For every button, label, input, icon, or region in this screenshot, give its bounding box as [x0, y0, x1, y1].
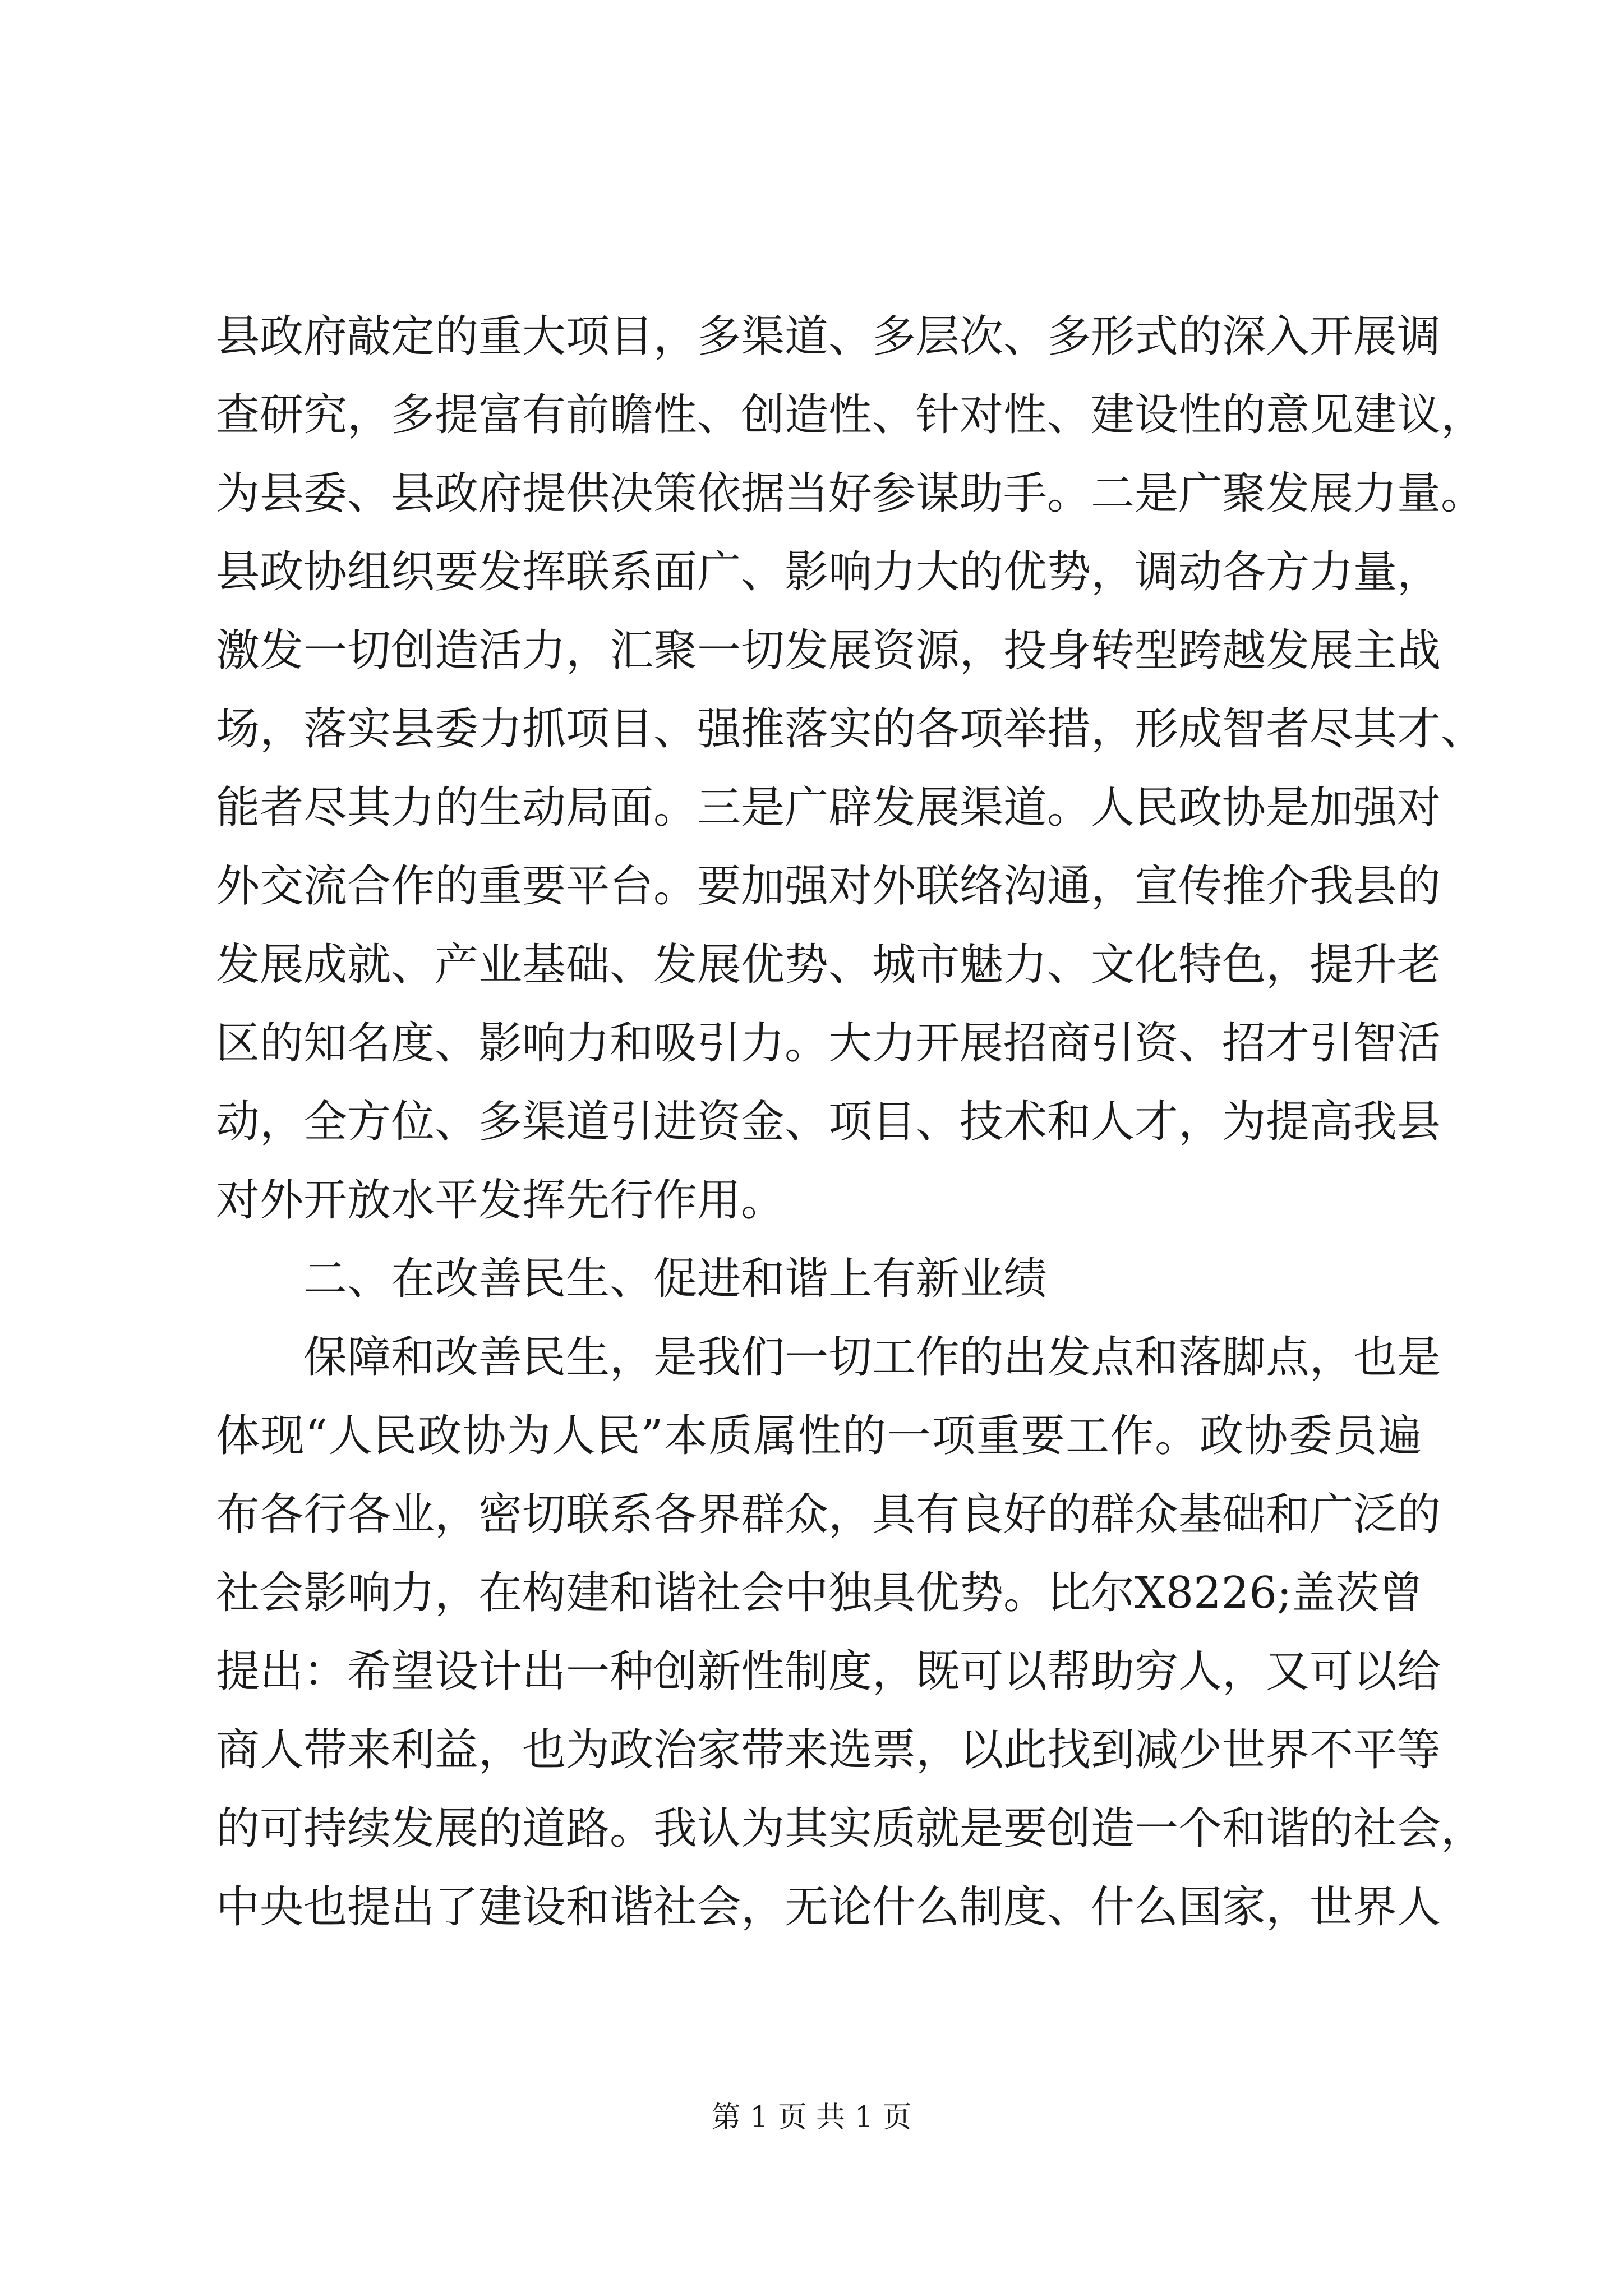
text-line: 场，落实县委力抓项目、强推落实的各项举措，形成智者尽其才、 [216, 704, 1485, 754]
document-body [216, 297, 1485, 1947]
text-line: 商人带来利益，也为政治家带来选票，以此找到减少世界不平等 [216, 1725, 1441, 1775]
text-line: 县政协组织要发挥联系面广、影响力大的优势，调动各方力量， [216, 547, 1441, 597]
page-number-label: 第 1 页 共 1 页 [711, 2101, 912, 2134]
text-line: 发展成就、产业基础、发展优势、城市魅力、文化特色，提升老 [216, 940, 1441, 990]
text-line: 布各行各业，密切联系各界群众，具有良好的群众基础和广泛的 [216, 1489, 1441, 1540]
text-line: 提出：希望设计出一种创新性制度，既可以帮助穷人，又可以给 [216, 1646, 1441, 1697]
text-line: 区的知名度、影响力和吸引力。大力开展招商引资、招才引智活 [216, 1018, 1441, 1069]
text-line: 激发一切创造活力，汇聚一切发展资源，投身转型跨越发展主战 [216, 625, 1441, 676]
text-line: 为县委、县政府提供决策依据当好参谋助手。二是广聚发展力量。 [216, 468, 1485, 519]
page-footer [0, 2098, 1623, 2137]
text-line: 社会影响力，在构建和谐社会中独具优势。比尔X8226;盖茨曾 [216, 1568, 1423, 1618]
text-line: 体现“人民政协为人民”本质属性的一项重要工作。政协委员遍 [216, 1411, 1422, 1461]
text-line: 能者尽其力的生动局面。三是广辟发展渠道。人民政协是加强对 [216, 783, 1441, 833]
text-line: 县政府敲定的重大项目，多渠道、多层次、多形式的深入开展调 [216, 311, 1441, 362]
text-line: 查研究，多提富有前瞻性、创造性、针对性、建设性的意见建议， [216, 390, 1485, 440]
paragraph-first-line: 保障和改善民生，是我们一切工作的出发点和落脚点，也是 [303, 1332, 1441, 1383]
text-line: 外交流合作的重要平台。要加强对外联络沟通，宣传推介我县的 [216, 861, 1441, 912]
section-heading: 二、在改善民生、促进和谐上有新业绩 [303, 1254, 1048, 1304]
text-line: 对外开放水平发挥先行作用。 [216, 1175, 785, 1226]
text-line: 的可持续发展的道路。我认为其实质就是要创造一个和谐的社会， [216, 1803, 1485, 1854]
text-line: 动，全方位、多渠道引进资金、项目、技术和人才，为提高我县 [216, 1097, 1441, 1147]
text-line: 中央也提出了建设和谐社会，无论什么制度、什么国家，世界人 [216, 1882, 1441, 1932]
